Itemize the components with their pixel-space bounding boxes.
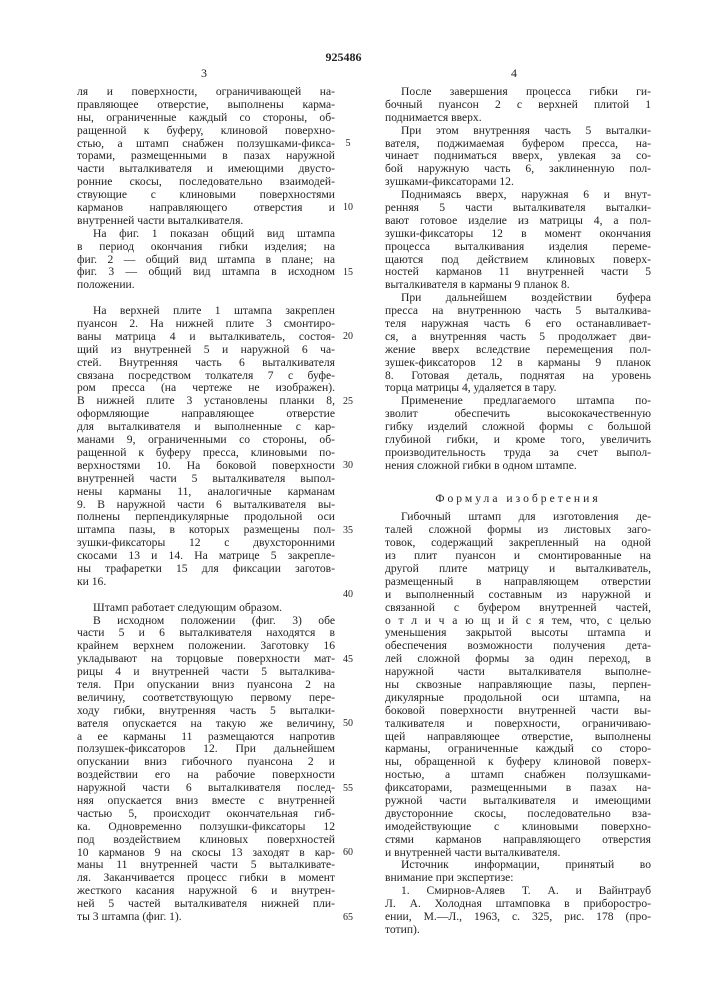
text-line: рицы 4 и внутренней части 5 выталкива- (77, 666, 335, 679)
paragraph (385, 86, 651, 125)
text-line: штампа пазы, в которых размещены пол- (77, 524, 335, 537)
text-line: обеспечения возможности получения дета- (385, 640, 651, 653)
line-number: 20 (340, 331, 356, 342)
text-line: и выполненный составным из наружной и (385, 589, 651, 602)
text-line: После завершения процесса гибки ги- (385, 86, 651, 99)
text-line: ты 3 штампа (фиг. 1). (77, 911, 335, 924)
text-line: ренняя 5 части выталкивателя выталки- (385, 202, 651, 215)
text-line: другой плите матрицу и выталкиватель, (385, 563, 651, 576)
text-line: уменьшения закрытой высоты штампа и (385, 627, 651, 640)
text-line: вателя, поджимаемая буфером пресса, на- (385, 138, 651, 151)
text-line: жение вверх вследствие перемещения пол- (385, 344, 651, 357)
text-line: маны 11 внутренней части 5 выталкивате- (77, 859, 335, 872)
text-line: тотип). (385, 924, 651, 937)
text-line: гибку изделий сложной формы с большой (385, 421, 651, 434)
text-line: карманы, ограниченные каждый со сторо- (385, 743, 651, 756)
text-line: дикулярные продольной оси штампа, на (385, 692, 651, 705)
text-line: ля и поверхности, ограничивающей на- (77, 86, 335, 99)
patent-number: 925486 (0, 50, 687, 65)
text-line: укладывают на торцовые поверхности мат- (77, 653, 335, 666)
text-line: наружной части выталкивателя выполне- (385, 666, 651, 679)
text-line: ползушек-фиксаторов 12. При дальнейшем (77, 743, 335, 756)
text-line: внутренней части 5 выталкивателя выпол- (77, 473, 335, 486)
text-line: полнены перпендикулярные продольной оси (77, 511, 335, 524)
text-line: зушки-фиксаторы 12 с двухсторонними (77, 537, 335, 550)
text-line: боковой поверхности внутренней части вы- (385, 705, 651, 718)
text-line: ны сквозные направляющие пазы, перпен- (385, 679, 651, 692)
text-line: Штамп работает следующим образом. (77, 602, 335, 615)
text-line: о т л и ч а ю щ и й с я тем, что, с целью (385, 615, 651, 628)
text-line: стью, а штамп снабжен ползушками-фикса- (77, 138, 335, 151)
text-line: глубиной гибки, и кроме того, увеличить (385, 434, 651, 447)
text-line: теля. При опускании вниз пуансона 2 на (77, 679, 335, 692)
paragraph (385, 511, 651, 859)
line-number: 35 (340, 525, 356, 536)
right-column (385, 86, 651, 937)
text-line: талей сложной формы из листовых заго- (385, 524, 651, 537)
text-line: вателя опускается на такую же величину, (77, 718, 335, 731)
blank-line (385, 473, 651, 486)
text-line: ронние скосы, последовательно взаимодей- (77, 176, 335, 189)
text-line: няя опускается вниз вместе с внутренней (77, 795, 335, 808)
paragraph (385, 125, 651, 189)
text-line: карманов направляющего отверстия и (77, 202, 335, 215)
text-line: ходу гибки, внутренняя часть 5 выталки- (77, 705, 335, 718)
paragraph (385, 292, 651, 395)
text-line: Источник информации, принятый во (385, 859, 651, 872)
page-number-left: 3 (201, 66, 207, 81)
line-number: 45 (340, 654, 356, 665)
text-line: правляющее отверстие, выполнены карма- (77, 99, 335, 112)
text-line: внутренней части выталкивателя. (77, 215, 335, 228)
text-line: из плит пуансон и смонтированные на (385, 550, 651, 563)
line-number: 25 (340, 396, 356, 407)
text-line: для выталкивателя и выполненные с кар- (77, 421, 335, 434)
text-line: 10 карманов 9 на скосы 13 заходят в кар- (77, 847, 335, 860)
text-line: зушками-фиксаторами 12. (385, 176, 651, 189)
text-line: величину, соответствующую первому пере- (77, 692, 335, 705)
text-line: Поднимаясь вверх, наружная 6 и внут- (385, 189, 651, 202)
text-line: торца матрицы 4, удаляется в тару. (385, 382, 651, 395)
line-number: 40 (340, 589, 356, 600)
text-line: ки 16. (77, 576, 335, 589)
text-line: фиг. 3 — общий вид штампа в исходном (77, 266, 335, 279)
text-line: воздействии его на рабочие поверхности (77, 769, 335, 782)
text-line: манами 9, ограниченными со стороны, об- (77, 434, 335, 447)
text-line: При дальнейшем воздействии буфера (385, 292, 651, 305)
text-line: При этом внутренняя часть 5 выталки- (385, 125, 651, 138)
text-line: выталкивателя в карманы 9 планок 8. (385, 279, 651, 292)
text-line: товок, содержащий закрепленный на одной (385, 537, 651, 550)
text-line: ностью, а штамп снабжен ползушками- (385, 769, 651, 782)
paragraph (385, 189, 651, 292)
text-line: ны трафаретки 15 для фиксации заготов- (77, 563, 335, 576)
text-line: нены карманы 11, аналогичные карманам (77, 486, 335, 499)
paragraph (77, 615, 335, 924)
text-line: производительность труда за счет выпол- (385, 447, 651, 460)
line-number: 30 (340, 460, 356, 471)
text-line: ней 5 частей выталкивателя нижней пли- (77, 898, 335, 911)
text-line: части выталкивателя и имеющими двусто- (77, 163, 335, 176)
text-line: положении. (77, 279, 335, 292)
text-line: бой наружную часть 6, заклиненную пол- (385, 163, 651, 176)
text-line: ны, обращенной к буферу клиновой поверх- (385, 756, 651, 769)
text-line: наружной части 6 выталкивателя послед- (77, 782, 335, 795)
line-number: 65 (340, 912, 356, 923)
text-line: теля наружная часть 6 его останавливает- (385, 318, 651, 331)
paragraph (77, 305, 335, 589)
text-line: ром пресса (на чертеже не изображен). (77, 382, 335, 395)
text-line: пуансон 2. На нижней плите 3 смонтиро- (77, 318, 335, 331)
text-line: зушки-фиксаторы 12 в момент окончания (385, 228, 651, 241)
text-line: 1. Смирнов-Аляев Т. А. и Вайнтрауб (385, 885, 651, 898)
text-line: зушек-фиксаторов 12 в карманы 9 планок (385, 357, 651, 370)
text-line: фиг. 2 — общий вид штампа в плане; на (77, 254, 335, 267)
text-line: ении, М.—Л., 1963, с. 325, рис. 178 (про- (385, 911, 651, 924)
text-line: чинает подниматься вверх, увлекая за со- (385, 150, 651, 163)
text-line: щий из внутренней 5 и наружной 6 ча- (77, 344, 335, 357)
text-line: ствующие с клиновыми поверхностями (77, 189, 335, 202)
paragraph (385, 859, 651, 885)
text-line: а ее карманы 11 размещаются напротив (77, 731, 335, 744)
text-line: ращенной к буферу, клиновой поверхно- (77, 125, 335, 138)
text-line: в период окончания гибки изделия; на (77, 241, 335, 254)
text-line: крайнем верхнем положении. Заготовку 16 (77, 640, 335, 653)
text-line: ля. Заканчивается процесс гибки в момент (77, 872, 335, 885)
text-line: нения сложной гибки в одном штампе. (385, 460, 651, 473)
text-line: талкивателя и поверхности, ограничиваю- (385, 718, 651, 731)
line-number: 60 (340, 847, 356, 858)
text-line: щей направляющее отверстие, выполнены (385, 731, 651, 744)
text-line: Гибочный штамп для изготовления де- (385, 511, 651, 524)
text-line: верхностями 10. На боковой поверхности (77, 460, 335, 473)
text-line: двусторонние скосы, последовательно вза- (385, 808, 651, 821)
text-line: жесткого касания наружной 6 и внутрен- (77, 885, 335, 898)
text-line: оформляющие направляющее отверстие (77, 408, 335, 421)
line-number: 5 (340, 138, 356, 149)
paragraph (385, 885, 651, 937)
text-line: пресса на внутреннюю часть 5 выталкива- (385, 305, 651, 318)
text-line: стей. Внутренняя часть 6 выталкивателя (77, 357, 335, 370)
text-line: бочный пуансон 2 с верхней плитой 1 (385, 99, 651, 112)
text-line: зволит обеспечить высококачественную (385, 408, 651, 421)
text-line: Л. А. Холодная штамповка в приборостро- (385, 898, 651, 911)
text-line: вают готовое изделие из матрицы 4, а пол- (385, 215, 651, 228)
text-line: процесса выталкивания изделия переме- (385, 241, 651, 254)
text-line: В исходном положении (фиг. 3) обе (77, 615, 335, 628)
text-line: и внутренней части выталкивателя. (385, 847, 651, 860)
blank-line (77, 589, 335, 602)
text-line: скосами 13 и 14. На матрице 5 закрепле- (77, 550, 335, 563)
text-line: 9. В наружной части 6 выталкивателя вы- (77, 499, 335, 512)
text-line: связана посредством толкателя 7 с буфе- (77, 370, 335, 383)
text-line: внимание при экспертизе: (385, 872, 651, 885)
left-column (77, 86, 335, 924)
text-line: щаются под действием клиновых поверх- (385, 254, 651, 267)
paragraph (77, 228, 335, 292)
text-line: ся, а внутренняя часть 5 продолжает дви- (385, 331, 651, 344)
page-number-right: 4 (511, 66, 517, 81)
text-line: На верхней плите 1 штампа закреплен (77, 305, 335, 318)
text-line: части 5 и 6 выталкивателя находятся в (77, 627, 335, 640)
line-number: 50 (340, 718, 356, 729)
text-line: В нижней плите 3 установлены планки 8, (77, 395, 335, 408)
text-line: ка. Одновременно ползушки-фиксаторы 12 (77, 821, 335, 834)
text-line: ращенной к буферу пресса, клиновыми по- (77, 447, 335, 460)
text-line: фиксаторами, размещенными в пазах на- (385, 782, 651, 795)
text-line: лей сложной формы за один переход, в (385, 653, 651, 666)
line-number: 10 (340, 202, 356, 213)
text-line: размещенный в направляющем отверстии (385, 576, 651, 589)
text-line: На фиг. 1 показан общий вид штампа (77, 228, 335, 241)
text-line: стями карманов направляющего отверстия (385, 834, 651, 847)
text-line: опускании вниз гибочного пуансона 2 и (77, 756, 335, 769)
paragraph (385, 395, 651, 472)
text-line: торами, размещенными в пазах наружной (77, 150, 335, 163)
line-number: 55 (340, 783, 356, 794)
text-line: ностей карманов 11 внутренней части 5 (385, 266, 651, 279)
text-line: ны, ограниченные каждый со стороны, об- (77, 112, 335, 125)
text-line: имодействующие с клиновыми поверхно- (385, 821, 651, 834)
text-line: ваны матрица 4 и выталкиватель, состоя- (77, 331, 335, 344)
text-line: ружной части выталкивателя и имеющими (385, 795, 651, 808)
text-line: Применение предлагаемого штампа по- (385, 395, 651, 408)
text-line: связанной с буфером внутренней частей, (385, 602, 651, 615)
formula-heading: Формула изобретения (385, 486, 651, 512)
text-line: частью 5, происходит окончательная гиб- (77, 808, 335, 821)
paragraph (77, 86, 335, 228)
text-line: под воздействием клиновых поверхностей (77, 834, 335, 847)
text-line: поднимается вверх. (385, 112, 651, 125)
line-number: 15 (340, 267, 356, 278)
paragraph (77, 602, 335, 615)
text-line: 8. Готовая деталь, поднятая на уровень (385, 370, 651, 383)
